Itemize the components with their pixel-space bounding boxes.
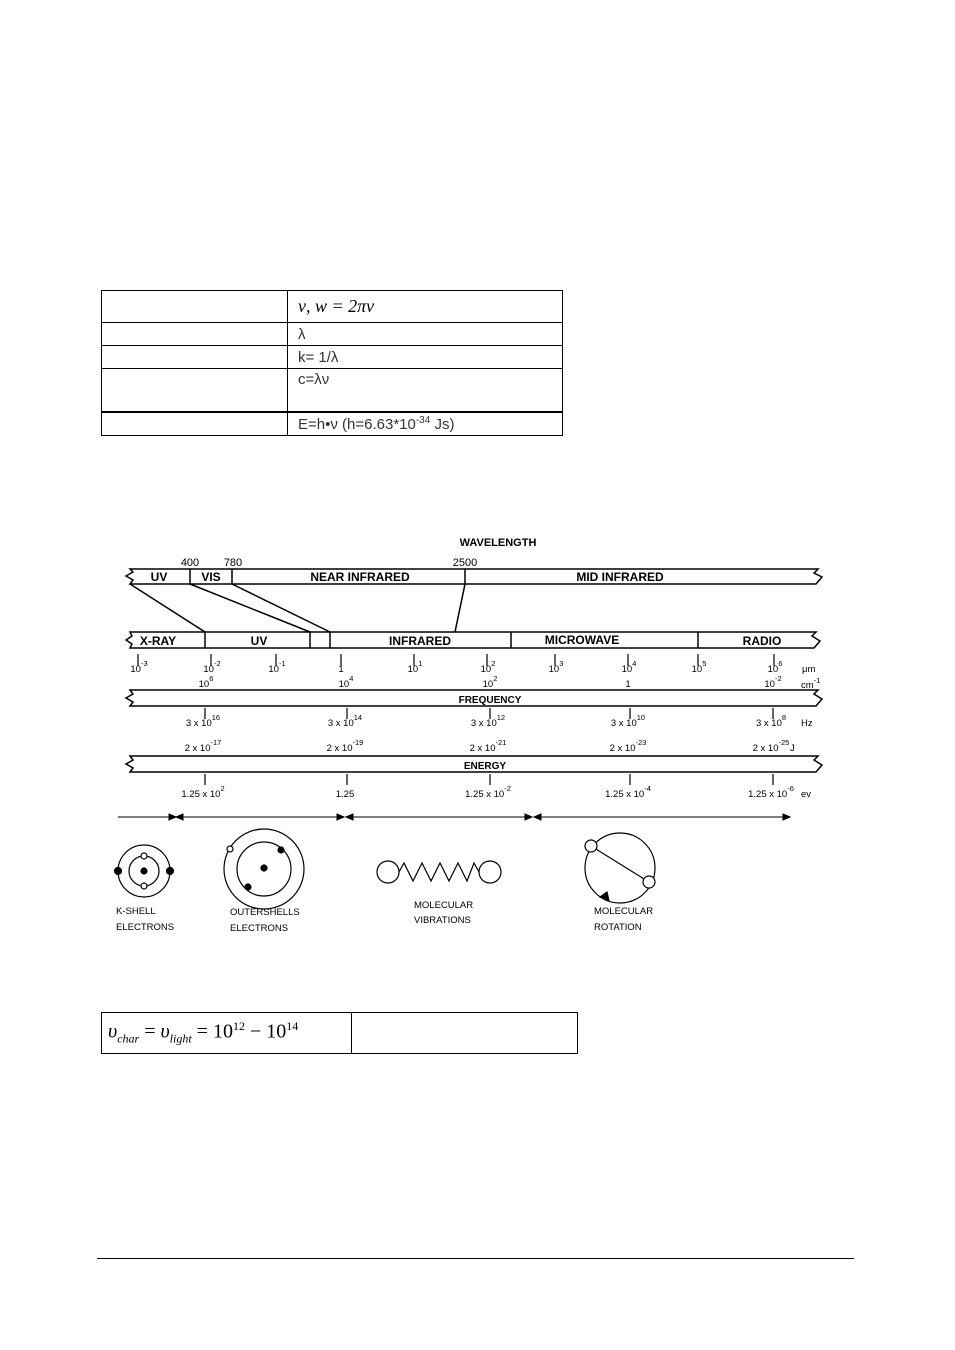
frequency-tick-label: 3 x $10^{12}$ [470,713,506,729]
range-exponent: 12 [232,1019,245,1034]
characteristic-frequency-formula: $\upsilon_{char} = \upsilon_{light} = 10^{12} - 10^{14}$ [102,1013,352,1054]
molecular-rotation-icon [585,833,655,903]
band-connector [232,584,330,632]
table-row [102,369,563,413]
wavelength-tick-label: $10^{-1}$ [268,659,286,675]
wavenumber-tick-label: $10^2$ [482,674,498,690]
wavelength-tick-label: $10^{-2}$ [203,659,221,675]
joule-tick-label: 2 x $10^{-21}$ [469,738,507,754]
tick-400: 400 [180,557,200,569]
process-label: ROTATION [594,922,642,933]
wavenumber-tick-label: $10^6$ [198,674,214,690]
wavelength-tick-label: $10^6$ [767,659,783,675]
wavelength-formula: λ [288,323,563,346]
planck-exponent: -34 [415,415,431,426]
row-label [102,323,288,346]
frequency-tick-label: 3 x $10^{10}$ [610,713,646,729]
wavelength-band-outline [126,569,822,584]
band-label-near-infrared: NEAR INFRARED [310,570,410,584]
frequency-tick-label: 3 x $10^{16}$ [185,713,221,729]
process-label: ELECTRONS [230,923,289,934]
process-labels [116,900,653,934]
band-connector [130,584,205,632]
wavelength-tick-label: 1 [338,664,344,675]
wavelength-tick-label: $10^2$ [480,659,496,675]
band-label-uv: UV [150,570,168,584]
band-label-vis: VIS [201,570,221,584]
tick-2500: 2500 [452,557,478,569]
footer-rule [97,1258,854,1259]
ev-tick-label: 1.25 x $10^2$ [181,784,225,800]
range-base: 10 [266,1020,287,1043]
upsilon-symbol: υ [160,1020,170,1043]
spectrum-band-outline [126,632,820,648]
frequency-unit: Hz [801,718,813,729]
ev-tick-label: 1.25 [335,789,355,800]
joule-tick-label: 2 x $10^{-25}$ [752,738,790,754]
table-row [102,346,563,369]
wavelength-tick-label: $10^1$ [407,659,423,675]
process-label: VIBRATIONS [414,915,471,926]
frequency-tick-label: 3 x $10^8$ [755,713,787,729]
joule-tick-label: 2 x $10^{-19}$ [326,738,364,754]
band-connector [455,584,465,632]
tick-780: 780 [223,557,243,569]
energy-formula-tail: Js) [430,416,455,433]
ev-tick-label: 1.25 x $10^{-2}$ [465,784,511,800]
k-shell-electron-icon [115,845,174,897]
ev-tick-label: 1.25 x $10^{-6}$ [748,784,794,800]
wavenumber-formula: k= 1/λ [288,346,563,369]
band-label-x-ray: X-RAY [139,634,177,648]
angular-frequency-formula: ν, w = 2πν [288,291,563,323]
wavenumber-tick-label: 1 [625,679,631,690]
row-label [102,412,288,436]
light-subscript: light [169,1031,192,1046]
molecular-vibration-icon [377,861,501,883]
energy-formula [288,412,563,436]
energy-label: ENERGY [463,761,507,772]
range-exponent: 14 [286,1019,299,1034]
upsilon-symbol: υ [108,1020,118,1043]
wavelength-tick-label: $10^3$ [548,659,564,675]
row-label [102,369,288,413]
outershell-electron-icon [224,829,304,909]
process-label: MOLECULAR [594,906,654,917]
band-label-infrared: INFRARED [389,634,451,648]
band-label-mid-infrared: MID INFRARED [576,570,664,584]
table-row [102,1013,578,1054]
characteristic-frequency-table [101,1012,578,1054]
char-subscript: char [117,1031,140,1046]
empty-cell [352,1013,578,1054]
process-label: ELECTRONS [116,922,175,933]
wavelength-unit: μm [802,664,816,675]
frequency-label: FREQUENCY [458,695,522,706]
speed-of-light-formula: c=λν [288,369,563,413]
process-label: K-SHELL [116,906,156,917]
frequency-tick-label: 3 x $10^{14}$ [327,713,363,729]
wavenumber-unit: $cm^{-1}$ [801,676,821,691]
range-base: 10 [212,1020,233,1043]
joule-tick-label: 2 x $10^{-23}$ [609,738,647,754]
row-label [102,346,288,369]
table-row [102,412,563,436]
band-label-uv-wide: UV [250,634,268,648]
energy-formula-main: E=h•ν (h=6.63*10 [298,416,416,433]
joule-unit: J [790,743,795,754]
wavelength-tick-label: $10^5$ [691,659,707,675]
formula-table [101,290,563,436]
band-connector [190,584,310,632]
wavelength-title: WAVELENGTH [459,537,537,549]
wavelength-tick-label: $10^{-3}$ [130,659,148,675]
ev-tick-label: 1.25 x $10^{-4}$ [605,784,651,800]
wavenumber-tick-label: $10^4$ [338,674,354,690]
ev-unit: ev [801,789,812,800]
table-row [102,291,563,323]
wavelength-tick-label: $10^4$ [621,659,637,675]
row-label [102,291,288,323]
process-label: MOLECULAR [414,900,474,911]
process-label: OUTERSHELLS [230,907,300,918]
joule-tick-label: 2 x $10^{-17}$ [184,738,222,754]
band-label-microwave: MICROWAVE [544,633,620,647]
table-row [102,323,563,346]
band-label-radio: RADIO [742,634,782,648]
wavenumber-tick-label: $10^{-2}$ [764,674,782,690]
electromagnetic-spectrum-diagram [0,520,955,940]
